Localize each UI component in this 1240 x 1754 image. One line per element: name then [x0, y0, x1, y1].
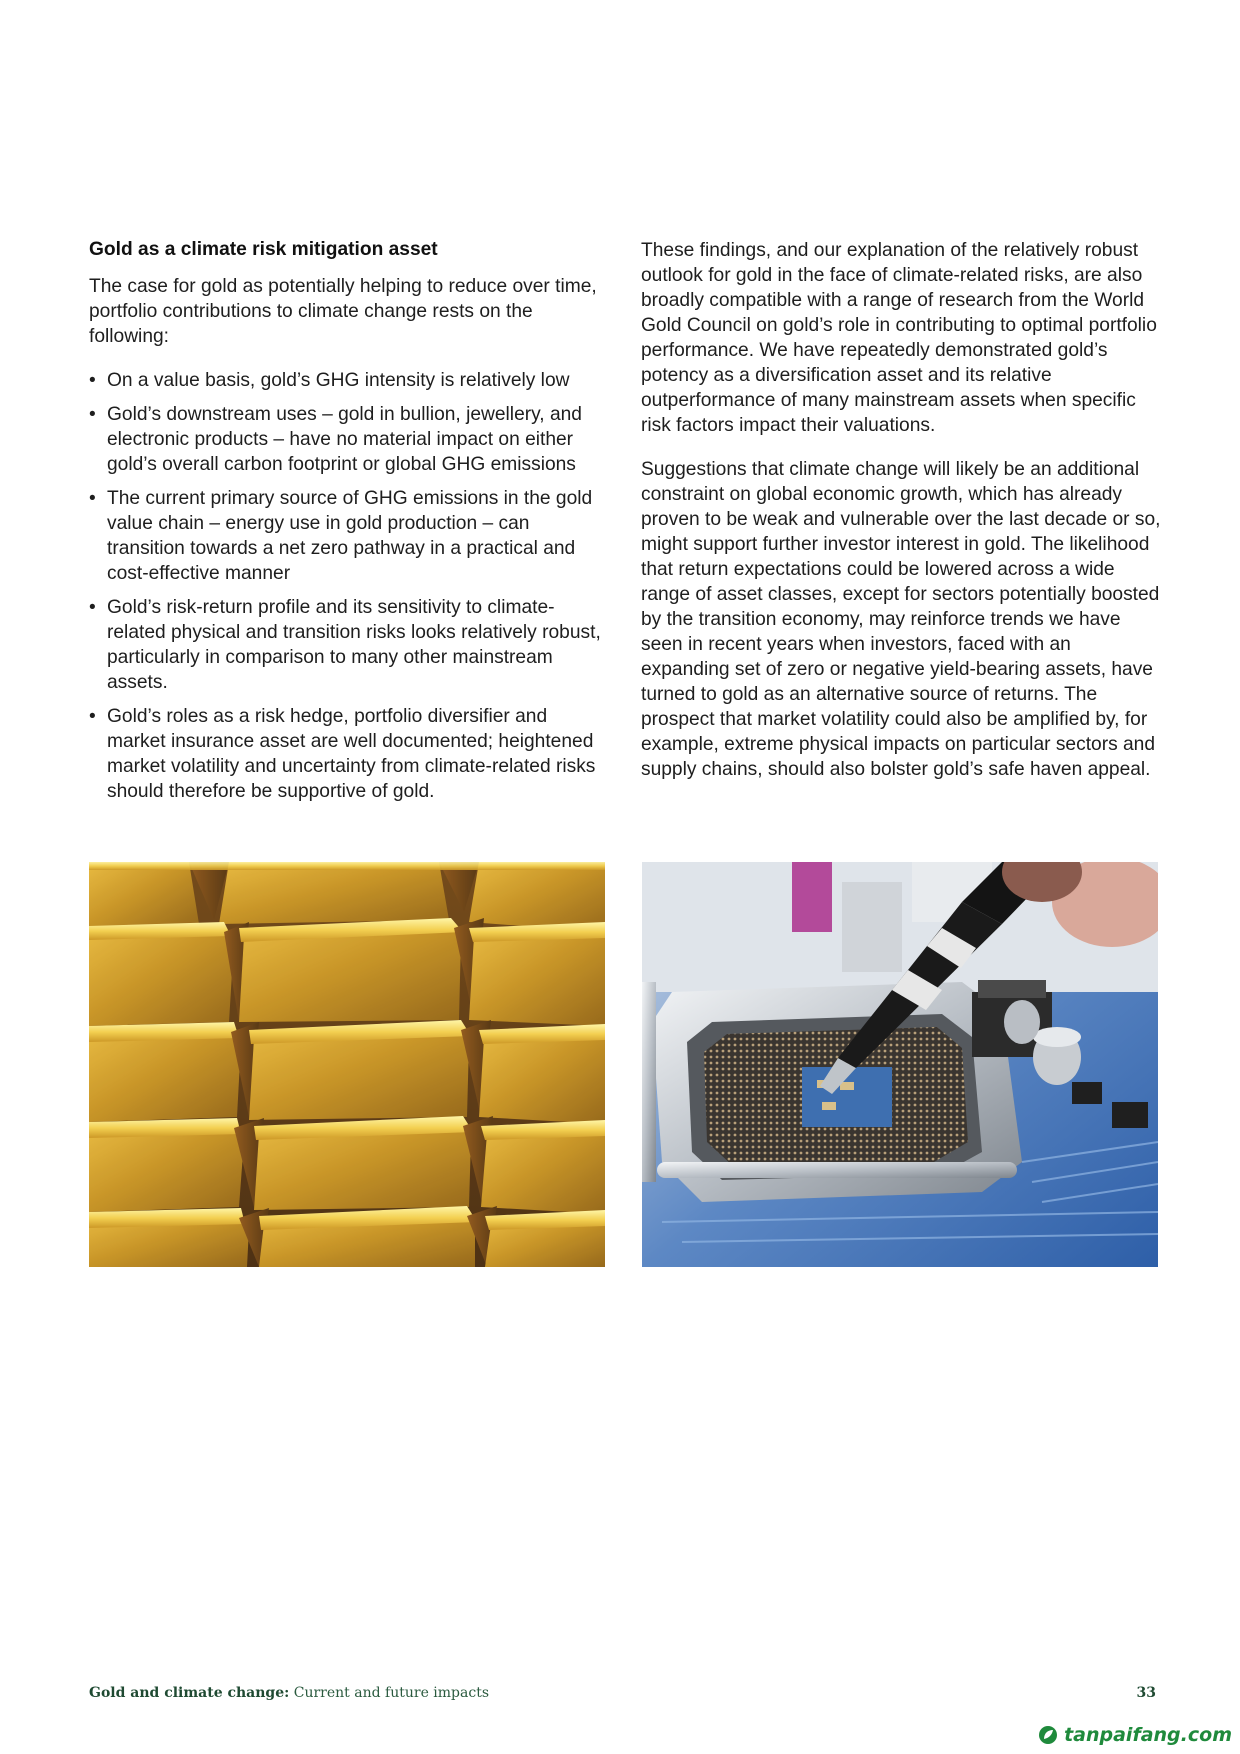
page-number: 33 — [1136, 1685, 1156, 1701]
left-column — [89, 238, 609, 813]
cpu-socket-photo — [642, 862, 1158, 1267]
bullet-item: • Gold’s roles as a risk hedge, portfolio diversifier and market insurance asset are well documented; heightened market volatility and uncertainty from climate-related risks should therefore be supportive of gold. — [89, 704, 609, 804]
watermark-text: tanpaifang.com — [1064, 1724, 1232, 1746]
footer-title-bold: Gold and climate change: — [89, 1685, 290, 1701]
bullet-item: • The current primary source of GHG emissions in the gold value chain – energy use in gold production – can transition towards a net zero pathway in a practical and cost-effective manner — [89, 486, 609, 586]
footer-title-rest: Current and future impacts — [289, 1685, 490, 1701]
right-column — [641, 238, 1161, 782]
watermark — [1038, 1724, 1232, 1746]
body-paragraph: Suggestions that climate change will likely be an additional constraint on global economic growth, which has already proven to be weak and vulnerable over the last decade or so, might support further investor interest in gold. The likelihood that return expectations could be lowered across a wide range of asset classes, except for sectors potentially boosted by the transition economy, may reinforce trends we have seen in recent years when investors, faced with an expanding set of zero or negative yield-bearing assets, have turned to gold as an alternative source of returns. The prospect that market volatility could also be amplified by, for example, extreme physical impacts on particular sectors and supply chains, should also bolster gold’s safe haven appeal. — [641, 459, 1161, 780]
section-heading: Gold as a climate risk mitigation asset — [89, 239, 438, 260]
bullet-item: • On a value basis, gold’s GHG intensity is relatively low — [89, 368, 609, 393]
bullet-item: • Gold’s risk-return profile and its sensitivity to climate-related physical and transition risks looks relatively robust, particularly in comparison to many other mainstream assets. — [89, 595, 609, 695]
leaf-logo-icon — [1038, 1725, 1058, 1745]
body-paragraph: These findings, and our explanation of the relatively robust outlook for gold in the face of climate-related risks, are also broadly compatible with a range of research from the World Gold Council on gold’s role in contributing to optimal portfolio performance. We have repeatedly demonstrated gold’s potency as a diversification asset and its relative outperformance of many mainstream assets when specific risk factors impact their valuations. — [641, 240, 1157, 436]
footer-title — [89, 1685, 489, 1701]
intro-paragraph: The case for gold as potentially helping to reduce over time, portfolio contributions to climate change rests on the following: — [89, 276, 597, 347]
gold-bars-photo — [89, 862, 605, 1267]
bullet-item: • Gold’s downstream uses – gold in bullion, jewellery, and electronic products – have no material impact on either gold’s overall carbon footprint or global GHG emissions — [89, 402, 609, 477]
bullet-list — [89, 368, 609, 804]
